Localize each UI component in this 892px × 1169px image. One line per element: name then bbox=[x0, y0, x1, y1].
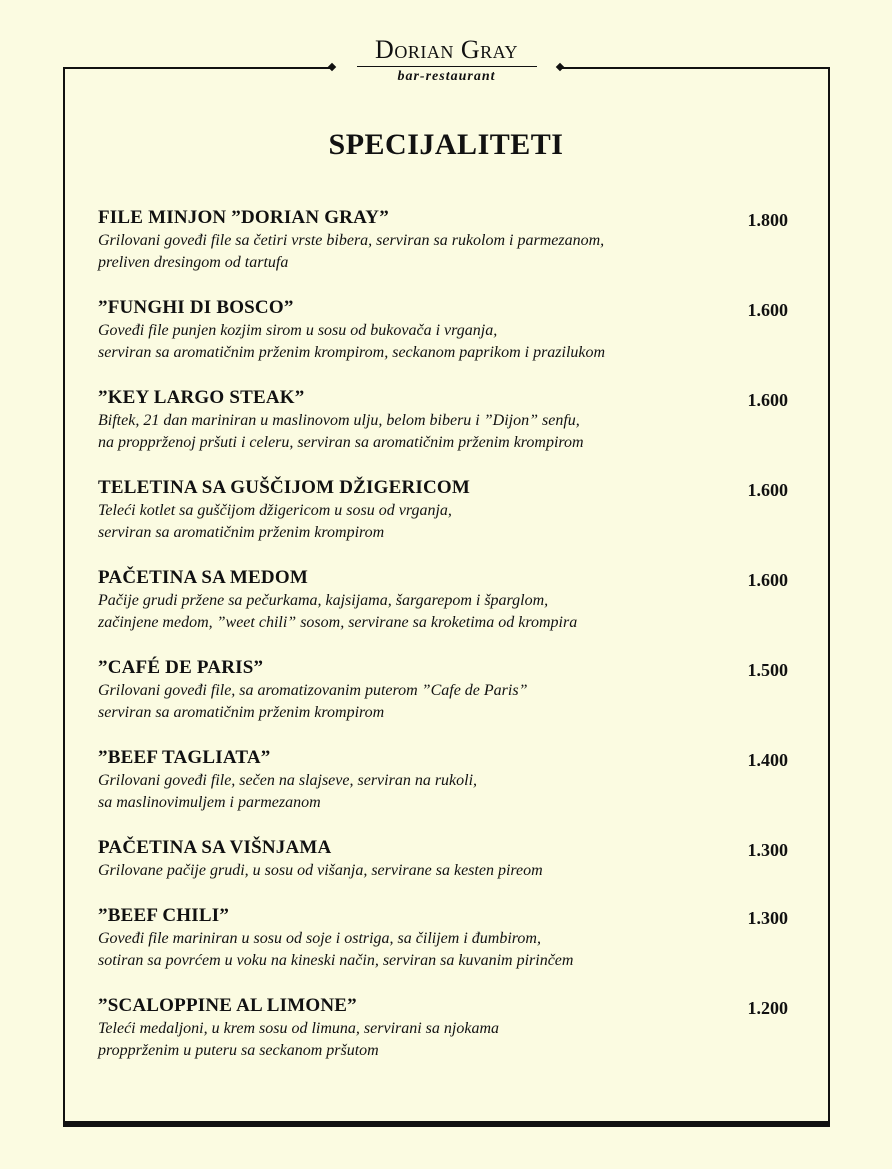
restaurant-logo bbox=[333, 36, 560, 85]
item-description: Goveđi file punjen kozjim sirom u sosu od bukovača i vrganja, serviran sa aromatičnim prženim krompirom, seckanom paprikom i prazilukom bbox=[98, 322, 606, 361]
menu-item bbox=[98, 296, 790, 386]
logo-name: Dorian Gray bbox=[375, 35, 518, 64]
item-price: 1.600 bbox=[747, 300, 788, 320]
item-description: Teleći medaljoni, u krem sosu od limuna, servirani sa njokama propprženim u puteru sa seckanom pršutom bbox=[98, 1020, 500, 1059]
menu-item bbox=[98, 386, 790, 476]
item-name: ”KEY LARGO STEAK” bbox=[98, 387, 305, 408]
menu-item bbox=[98, 656, 790, 746]
item-description: Biftek, 21 dan mariniran u maslinovom ulju, belom biberu i ”Dijon” senfu, na propprženoj pršuti i celeru, serviran sa aromatičnim prženim krompirom bbox=[98, 412, 584, 451]
item-price: 1.300 bbox=[747, 908, 788, 928]
item-price: 1.600 bbox=[747, 570, 788, 590]
item-name: ”BEEF CHILI” bbox=[98, 905, 230, 926]
menu-item bbox=[98, 566, 790, 656]
item-description: Grilovane pačije grudi, u sosu od višanja, servirane sa kesten pireom bbox=[98, 862, 543, 879]
item-price: 1.400 bbox=[747, 750, 788, 770]
item-price: 1.300 bbox=[747, 840, 788, 860]
item-description: Grilovani goveđi file, sečen na slajseve, serviran na rukoli, sa maslinovimuljem i parmezanom bbox=[98, 772, 478, 811]
item-description: Goveđi file mariniran u sosu od soje i ostriga, sa čilijem i đumbirom, sotiran sa povrćem u voku na kineski način, serviran sa kuvanim pirinčem bbox=[98, 930, 574, 969]
logo-subtitle: bar-restaurant bbox=[397, 69, 496, 84]
item-description: Teleći kotlet sa guščijom džigericom u sosu od vrganja, serviran sa aromatičnim prženim krompirom bbox=[98, 502, 452, 541]
item-price: 1.600 bbox=[747, 480, 788, 500]
menu-item bbox=[98, 206, 790, 296]
item-name: ”CAFÉ DE PARIS” bbox=[98, 657, 264, 678]
logo-divider bbox=[357, 66, 537, 67]
menu-list bbox=[98, 206, 790, 1062]
item-price: 1.600 bbox=[747, 390, 788, 410]
menu-item bbox=[98, 836, 790, 904]
item-description: Grilovani goveđi file sa četiri vrste bibera, serviran sa rukolom i parmezanom, preliven dresingom od tartufa bbox=[98, 232, 605, 271]
item-name: ”BEEF TAGLIATA” bbox=[98, 747, 271, 768]
item-name: ”FUNGHI DI BOSCO” bbox=[98, 297, 294, 318]
item-price: 1.500 bbox=[747, 660, 788, 680]
menu-item bbox=[98, 476, 790, 566]
menu-item bbox=[98, 994, 790, 1062]
item-description: Grilovani goveđi file, sa aromatizovanim puterom ”Cafe de Paris” serviran sa aromatičnim prženim krompirom bbox=[98, 682, 528, 721]
item-name: ”SCALOPPINE AL LIMONE” bbox=[98, 995, 357, 1016]
item-name: PAČETINA SA MEDOM bbox=[98, 567, 308, 588]
item-price: 1.200 bbox=[747, 998, 788, 1018]
frame-top-line-left bbox=[63, 67, 333, 69]
page-title: SPECIJALITETI bbox=[328, 128, 564, 161]
item-name: TELETINA SA GUŠČIJOM DŽIGERICOM bbox=[98, 477, 471, 498]
menu-item bbox=[98, 746, 790, 836]
frame-top-line-right bbox=[560, 67, 830, 69]
item-description: Pačije grudi pržene sa pečurkama, kajsijama, šargarepom i šparglom, začinjene medom, ”weet chili” sosom, servirane sa kroketima od krompira bbox=[98, 592, 578, 631]
item-price: 1.800 bbox=[747, 210, 788, 230]
item-name: PAČETINA SA VIŠNJAMA bbox=[98, 837, 332, 858]
item-name: FILE MINJON ”DORIAN GRAY” bbox=[98, 207, 389, 228]
menu-item bbox=[98, 904, 790, 994]
